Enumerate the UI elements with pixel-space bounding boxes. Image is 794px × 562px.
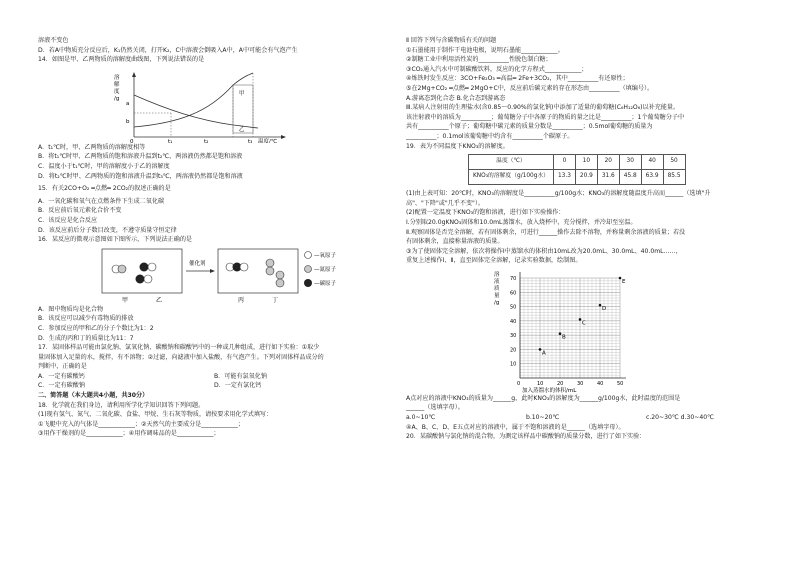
option: D．生成的丙和丁的质量比为11：7 [38, 334, 134, 342]
y-label-char: 溶 [494, 271, 500, 278]
table-cell: 温度（℃） [469, 155, 554, 170]
fill-line: ①飞艇中充入的气体是____________；②天然气的主要成分是____________； [38, 420, 244, 428]
x-tick: 0 [130, 138, 134, 143]
table-cell: 31.6 [597, 170, 619, 185]
x-tick-label: 0 [517, 380, 521, 387]
y-label-char: 度 [114, 88, 120, 95]
table-cell: 10 [575, 155, 597, 170]
section-heading: 二、简答题（本大题共4小题，共30分） [38, 392, 149, 400]
text-line: A点对应的溶液中KNO₃的质量为______g，此时KNO₃的溶解度为______g/100g水，此时温度的范围是 [406, 394, 681, 402]
y-label-char: /g [494, 299, 500, 306]
option: A．一氧化碳和氧气在点燃条件下生成二氧化碳 [38, 197, 165, 205]
question-14-stem: 14．如图是甲、乙两物质的溶解度曲线图，下列说法错误的是 [38, 56, 205, 64]
question-16-stem: 16．某反应的微观示意图如下图所示，下列说法正确的是 [38, 236, 193, 244]
x-tick-label: 20 [557, 380, 564, 387]
data-point-label: B [562, 334, 566, 341]
option: B．可能有氯氧化钠 [214, 372, 267, 380]
x-tick-label: 30 [577, 380, 584, 387]
series-label-yi: 乙 [239, 126, 245, 133]
option: a.0~10℃ [406, 414, 436, 422]
text-line: A.游离态到化合态 B.化合态到游离态 [406, 94, 506, 102]
x-tick-label: 40 [597, 380, 604, 387]
option: D．一定有氯化钙 [214, 382, 262, 390]
y-tick-label: 70 [510, 275, 517, 282]
option: C．参加反应的甲和乙的分子个数比为1：2 [38, 324, 154, 332]
x-tick: t₃ [248, 138, 253, 143]
x-tick: t₁ [168, 138, 173, 143]
table-row [469, 170, 686, 185]
table-cell: 0 [553, 155, 575, 170]
table-cell: KNO₃的溶解度（g/100g水） [469, 170, 554, 185]
text-line: (2)配置一定温度下KNO₃的饱和溶液，进行如下实验操作： [406, 209, 565, 217]
option: B．将t₁℃时甲、乙两物质的饱和溶液升温到t₂℃，两溶液仍然都是饱和溶液 [38, 153, 243, 161]
table-cell: 13.3 [553, 170, 575, 185]
box-label: 乙 [156, 296, 163, 304]
option: A．一定有碳酸钙 [38, 372, 85, 380]
option: C．一定有碳酸钠 [38, 382, 85, 390]
table-cell: 63.9 [641, 170, 663, 185]
text-line: 量固体加入足量的水，搅拌，有不溶物；②过滤，向滤液中加入盐酸，有气泡产生。下列对固体样品成分的 [38, 353, 324, 361]
q16-reaction-figure [94, 245, 390, 305]
curve-jia [134, 73, 253, 127]
fill-line: ③用作干燥剂的是____________；④用作调味品的是____________； [38, 430, 220, 438]
text-line: Ⅱ 回答下列与含碳物质有关的问题 [406, 37, 497, 44]
y-tick-a: a [126, 100, 130, 107]
text-line: (1)由上表可知：20℃时，KNO₃的溶解度是__________g/100g水；KNO₃的溶解度随温度升高而______（选填"升 [406, 190, 711, 198]
option-row [38, 381, 390, 391]
y-tick-label: 60 [510, 290, 517, 297]
table-cell: 40 [641, 155, 663, 170]
q14-solubility-chart [108, 65, 390, 143]
table-cell: 30 [619, 155, 641, 170]
text-line: ①石墨能用于制作干电池电极，说明石墨能____________。 [406, 46, 564, 54]
box-label: 甲 [122, 296, 129, 304]
data-point-label: C [582, 320, 586, 327]
option: A．t₁℃时，甲、乙两物质的溶解度相等 [38, 143, 146, 151]
data-point-label: E [622, 278, 626, 285]
y-label-char: 液 [494, 278, 500, 285]
x-axis-label: 温度/℃ [258, 138, 278, 143]
text-line: 有固体剩余，直接称量溶液的质量。 [406, 238, 504, 246]
table-cell: 45.8 [619, 170, 641, 185]
text-line: 重复上述操作Ⅰ、Ⅱ，直至固体完全溶解，记录实验数据，绘制图。 [406, 257, 582, 265]
question-19-stem: 19．表为不同温度下KNO₃的溶解度。 [406, 142, 509, 150]
y-label-char: /g [114, 95, 120, 102]
y-label-char: 解 [114, 81, 120, 88]
table-cell: 20.9 [575, 170, 597, 185]
option: D．该反应前后分子数目改变，不遵守质量守恒定律 [38, 226, 177, 234]
text-line: ④炼铁时发生反应：3CO+Fe₂O₃ ═高温═ 2Fe+3CO₂，其中__________有还原性； [406, 75, 629, 83]
curve-yi [134, 95, 258, 128]
table-row [469, 155, 686, 170]
text-line: __________；0.1mol该葡萄糖中约含有__________个碳原子。 [406, 132, 574, 140]
question-17-stem: 17．某固体样品可能由氯化钠、氯氧化钠、碳酸钠和碳酸钙中的一种或几种组成，进行如下实验：①取少 [38, 344, 320, 352]
y-tick-b: b [126, 118, 130, 125]
option-row [38, 372, 390, 382]
data-point [559, 332, 562, 335]
text-line: ④A、B、C、D、E五点对应的溶液中，属于不饱和溶液的是______（选填字母）。 [406, 423, 625, 431]
text-line: D．若A中物质充分反应后，K₁仍然关闭，打开K₂，C中溶液会倒吸入A中，A中可能会有气泡产生 [38, 46, 298, 54]
data-point-label: A [542, 350, 546, 357]
y-label-char: 溶 [114, 74, 120, 81]
y-tick-label: 10 [510, 361, 517, 368]
text-line: (1)现有氢气、氮气、二氧化碳、食盐、甲烷、生石灰等物质，请按要求用化学式填写： [38, 411, 273, 419]
y-tick-label: 30 [510, 333, 517, 340]
option: A．图中物质均是化合物 [38, 305, 104, 313]
y-tick-label: 20 [510, 347, 517, 354]
data-point [619, 277, 622, 280]
text-line: 高"、"下降"或"几乎不变"）。 [406, 199, 484, 207]
x-tick: t₂ [204, 138, 209, 143]
table-cell: 20 [597, 155, 619, 170]
solubility-table [468, 154, 686, 185]
legend-item: —碳原子 [314, 280, 337, 287]
option: B．反应前后氧元素化合价不变 [38, 207, 122, 215]
legend-item: —氧原子 [314, 252, 337, 259]
series-label-jia: 甲 [239, 90, 245, 97]
text-line: Ⅰ.分别取20.0gKNO₃固体和10.0mL蒸馏水，放入烧杯中，充分搅拌，并冷却至室温。 [406, 218, 637, 226]
question-18-stem: 18．化学就在我们身边，请利用所学化学知识回答下列问题。 [38, 401, 205, 409]
option: b.10~20℃ [526, 414, 560, 422]
option: c.20~30℃ d.30~40℃ [646, 414, 714, 422]
data-point [579, 318, 582, 321]
box-label: 丁 [272, 296, 279, 304]
data-point-label: D [602, 306, 607, 313]
arrow-label: 催化剂 [189, 260, 206, 267]
text-line: Ⅲ.某病人注射用的生理盐水(含0.85～0.90%的氯化钠)中添加了适量的葡萄糖(C₆H₁₂O₆)以补充能量。 [406, 104, 680, 112]
x-axis-label: 加入蒸馏水的体积/mL [522, 387, 577, 394]
option: B．该反应可以减少有毒物质的排放 [38, 315, 134, 323]
question-20-stem: 20．某碳酸钠与氯化钠的混合物，为测定该样品中碳酸钠的质量分数，进行了如下实验： [406, 433, 646, 441]
text-line: 溶液不变色 [38, 37, 69, 44]
option: D．将t₂℃时甲、乙两物质的饱和溶液升温到t₃℃，两溶液仍然都是饱和溶液 [38, 172, 243, 180]
box-label: 丙 [238, 296, 245, 304]
text-line: 判断中，正确的是 [38, 363, 87, 371]
left-column [38, 36, 390, 439]
y-label-char: 质 [494, 285, 500, 292]
y-tick-label: 40 [510, 318, 517, 325]
text-line: ③CO₂通入汽水中可制碳酸饮料，反应的化学方程式____________； [406, 65, 588, 73]
data-point [599, 304, 602, 307]
x-tick-label: 50 [617, 380, 624, 387]
x-tick-label: 10 [537, 380, 544, 387]
option: C．温度小于t₁℃时，甲的溶解度小于乙的溶解度 [38, 162, 170, 170]
table-cell: 85.5 [663, 170, 685, 185]
text-line: 该注射液中的溶质为__________；葡萄糖分子中各原子的物质的量之比是__________；1个葡萄糖分子中 [406, 113, 685, 121]
text-line: Ⅱ.观察固体是否完全溶解，若有固体剩余，可进行______操作去除不溶物，并称量剩余溶液的质量；若没 [406, 228, 686, 236]
q19-solution-mass-chart [492, 266, 766, 394]
option: C．该反应是化合反应 [38, 216, 98, 224]
text-line: ______（选填字母）。 [406, 404, 464, 412]
table-cell: 50 [663, 155, 685, 170]
text-line: 共有__________个原子；葡萄糖中碳元素的质量分数是__________；0.5mol葡萄糖的质量为 [406, 123, 653, 131]
y-tick-label: 50 [510, 304, 517, 311]
text-line: ⑤在2Mg+CO₂ ═点燃═ 2MgO+C中，反应前后碳元素的存在形态由__________（填编号）。 [406, 84, 654, 92]
text-line: ②制糖工业中利用活性炭的__________性脱色制白糖； [406, 56, 552, 64]
y-label-char: 量 [494, 292, 500, 299]
data-point [539, 348, 542, 351]
right-column [406, 36, 766, 442]
legend-item: —氮原子 [314, 266, 337, 273]
text-line: ③为了使固体完全溶解，依次将操作Ⅰ中蒸馏水的体积由10mL改为20.0mL、30.0mL、40.0mL……， [406, 247, 682, 255]
question-15-stem: 15．有关2CO+O₂ ═点燃═ 2CO₂的叙述正确的是 [38, 185, 171, 193]
option-row [406, 413, 766, 423]
